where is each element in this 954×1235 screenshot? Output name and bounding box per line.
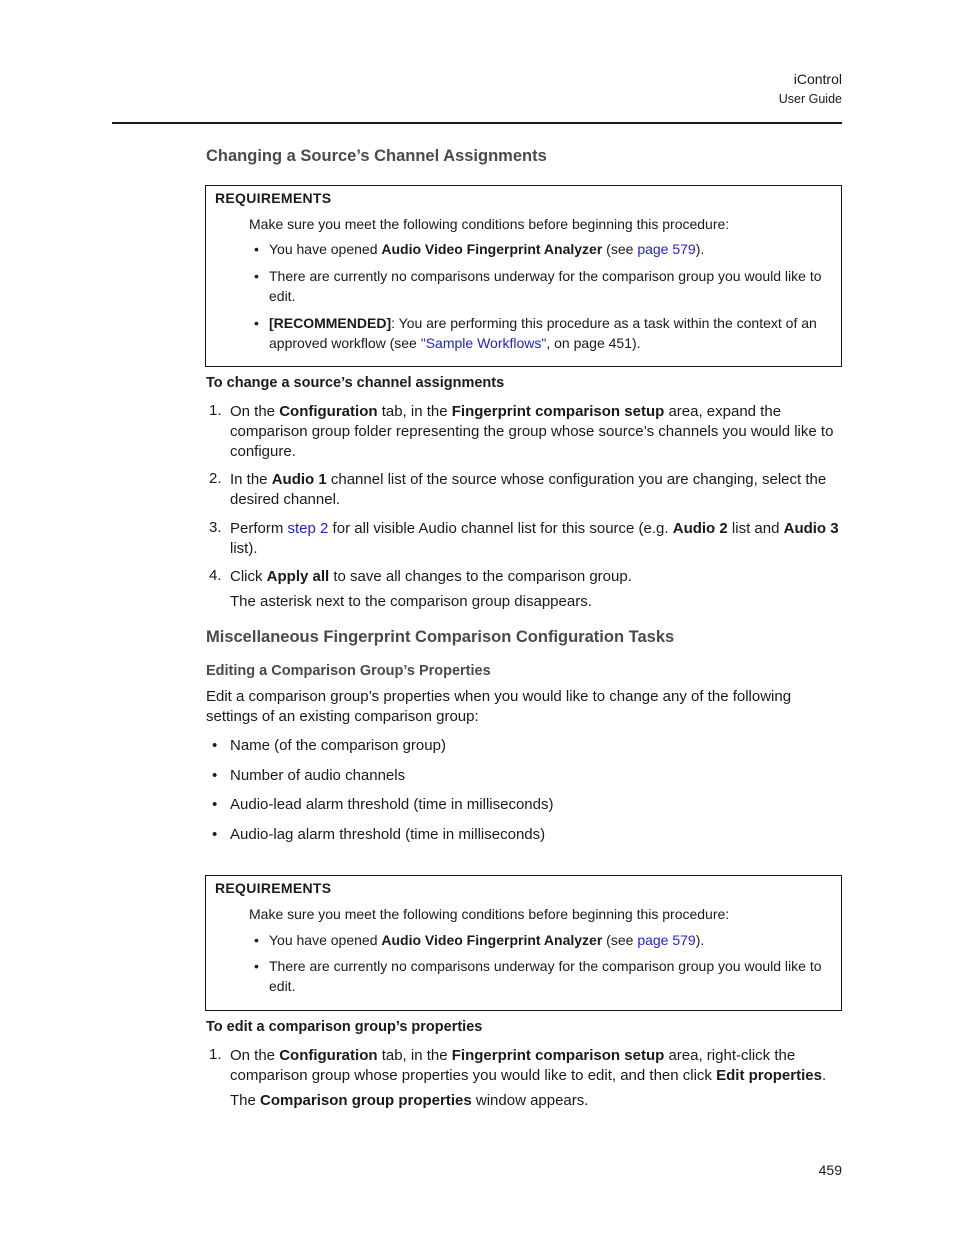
requirements-box-1	[205, 185, 842, 367]
step-text: In the Audio 1 channel list of the source whose configuration you are changing, select the desired channel.	[230, 471, 827, 508]
step-text: On the Configuration tab, in the Fingerprint comparison setup area, right-click the comparison group whose properties you would like to edit, and then click Edit properties.	[230, 1047, 827, 1084]
bullet: •	[254, 268, 259, 284]
requirements-title: REQUIREMENTS	[215, 190, 332, 206]
page-link[interactable]: page 579	[637, 932, 696, 948]
section-title-misc-tasks: Miscellaneous Fingerprint Comparison Configuration Tasks	[206, 628, 675, 646]
step-number: 1.	[209, 402, 222, 419]
sample-workflows-link[interactable]: "Sample Workflows"	[420, 335, 547, 351]
step-number: 2.	[209, 470, 222, 487]
bullet: •	[212, 737, 218, 754]
bullet: •	[212, 796, 218, 813]
procedure-title: To change a source’s channel assignments	[206, 375, 505, 391]
requirements-intro: Make sure you meet the following conditions before beginning this procedure:	[249, 906, 730, 922]
page-link[interactable]: page 579	[637, 241, 696, 257]
bullet: •	[254, 958, 259, 974]
requirement-item: There are currently no comparisons underway for the comparison group you would like to edit.	[269, 268, 822, 304]
requirements-box-2	[205, 875, 842, 1011]
bullet: •	[212, 826, 218, 843]
requirement-item: You have opened Audio Video Fingerprint Analyzer (see page 579).	[269, 241, 705, 257]
bullet: •	[254, 241, 259, 257]
subsection-title-editing-properties: Editing a Comparison Group’s Properties	[206, 663, 491, 679]
bullet: •	[254, 315, 259, 331]
requirements-intro: Make sure you meet the following conditions before beginning this procedure:	[249, 216, 730, 232]
procedure-title: To edit a comparison group’s properties	[206, 1019, 483, 1035]
section-title-channel-assignments: Changing a Source’s Channel Assignments	[206, 147, 547, 165]
intro-paragraph: Edit a comparison group’s properties when you would like to change any of the following settings of an existing comparison group:	[206, 688, 792, 725]
step-number: 4.	[209, 567, 222, 584]
step-result: The Comparison group properties window appears.	[230, 1092, 589, 1109]
step-text: Perform step 2 for all visible Audio channel list for this source (e.g. Audio 2 list and Audio 3 list).	[230, 520, 839, 557]
list-item: Name (of the comparison group)	[230, 737, 446, 754]
requirements-title: REQUIREMENTS	[215, 880, 332, 896]
step-text: On the Configuration tab, in the Fingerprint comparison setup area, expand the comparison group folder representing the group whose source’s channels you would like to configure.	[230, 403, 834, 460]
header-rule	[112, 122, 842, 124]
page-number: 459	[818, 1162, 842, 1178]
step-result: The asterisk next to the comparison group disappears.	[230, 593, 592, 610]
requirement-item: [RECOMMENDED]: You are performing this procedure as a task within the context of an approved workflow (see "Sample Workflows", on page 451).	[269, 315, 817, 351]
bullet: •	[254, 932, 259, 948]
list-item: Audio-lag alarm threshold (time in milliseconds)	[230, 826, 546, 843]
bullet: •	[212, 767, 218, 784]
step-number: 1.	[209, 1046, 222, 1063]
header-doc-title: User Guide	[778, 92, 842, 106]
header-product: iControl	[793, 71, 842, 87]
list-item: Audio-lead alarm threshold (time in milliseconds)	[230, 796, 554, 813]
list-item: Number of audio channels	[230, 767, 406, 784]
requirement-item: You have opened Audio Video Fingerprint Analyzer (see page 579).	[269, 932, 705, 948]
step-text: Click Apply all to save all changes to the comparison group.	[230, 568, 632, 585]
step-number: 3.	[209, 519, 222, 536]
step-link[interactable]: step 2	[287, 520, 329, 537]
requirement-item: There are currently no comparisons underway for the comparison group you would like to edit.	[269, 958, 822, 994]
